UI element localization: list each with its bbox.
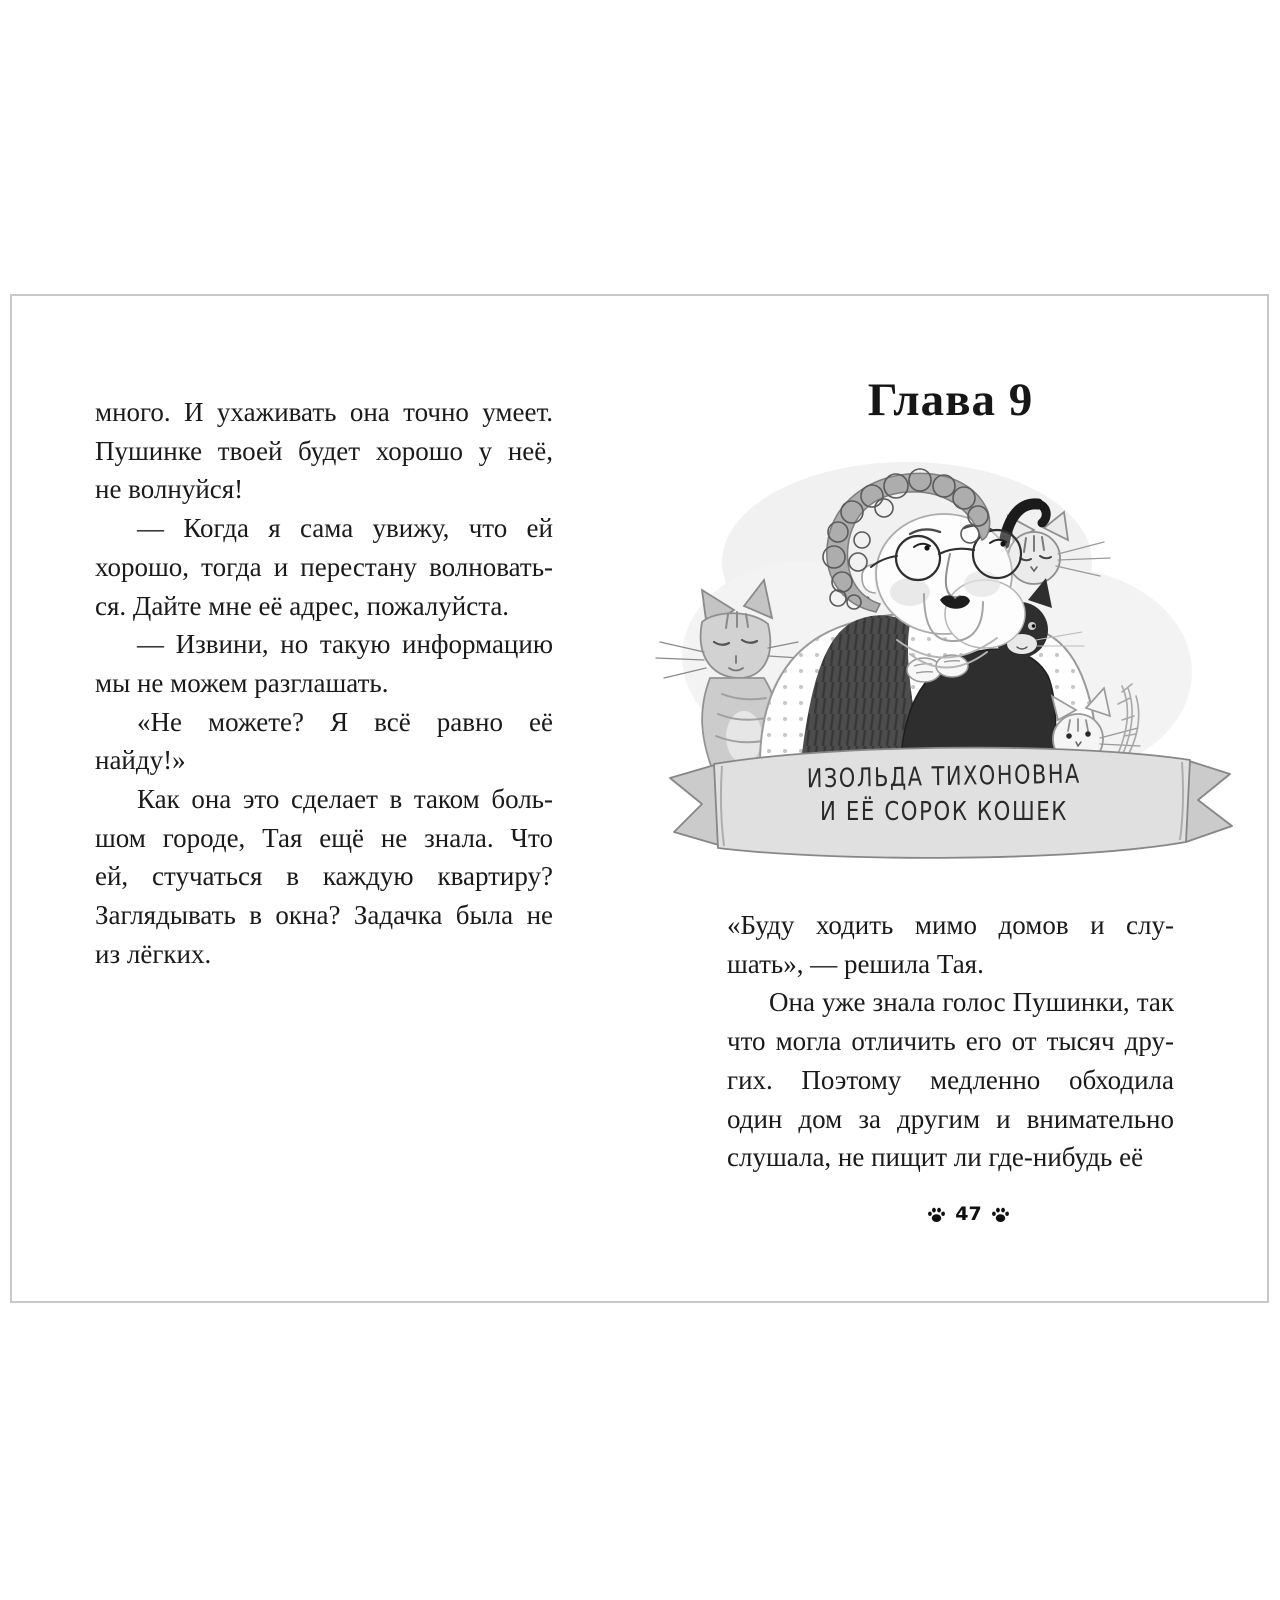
text-line: один дом за другим и внимательно	[727, 1103, 1174, 1134]
page-number	[745, 1203, 1192, 1225]
glasses-left-lens	[896, 536, 940, 580]
text-line: — Извини, но такую информацию	[137, 629, 553, 660]
text-line: гих. Поэтому медленно обходила	[727, 1064, 1174, 1095]
text-line: что могла отличить его от тысяч дру-	[727, 1026, 1174, 1057]
text-line: шать», — решила Тая.	[727, 948, 984, 979]
paragraph	[95, 625, 553, 702]
text-line: Заглядывать в окна? Задачка была не	[95, 900, 553, 931]
text-line: ей, стучаться в каждую квартиру?	[95, 861, 553, 892]
text-line: мы не можем разглашать.	[95, 667, 389, 698]
text-line: много. И ухаживать она точно умеет.	[95, 397, 553, 427]
text-line: Пушинке твоей будет хорошо у неё,	[95, 435, 553, 466]
right-page-text	[727, 906, 1174, 1177]
chapter-illustration	[652, 442, 1236, 870]
ribbon-banner	[670, 748, 1232, 858]
paw-icon	[991, 1206, 1010, 1223]
text-line: найду!»	[95, 745, 186, 776]
text-line: хорошо, тогда и перестану волновать-	[95, 551, 553, 582]
text-line: из лёгких.	[95, 938, 212, 969]
paragraph	[727, 906, 1174, 983]
text-line: — Когда я сама увижу, что ей	[137, 513, 553, 544]
text-line: Она уже знала голос Пушинки, так	[769, 987, 1174, 1018]
paragraph	[95, 703, 553, 780]
page-number-value: 47	[955, 1203, 982, 1225]
chapter-heading: Глава 9	[867, 374, 1034, 426]
left-page-text	[95, 393, 553, 974]
text-line: шом городе, Тая ещё не знала. Что	[95, 822, 553, 853]
text-line: не волнуйся!	[95, 474, 244, 505]
text-line: «Буду ходить мимо домов и слу-	[727, 910, 1174, 940]
paragraph	[95, 393, 553, 509]
text-line: слушала, не пищит ли где-нибудь её	[727, 1142, 1144, 1173]
paragraph	[95, 780, 553, 974]
banner-title-line1: ИЗОЛЬДА ТИХОНОВНА	[806, 758, 1151, 795]
paragraph	[727, 983, 1174, 1177]
paw-icon	[927, 1206, 946, 1223]
text-line: Как она это сделает в таком боль-	[137, 784, 553, 815]
text-line: «Не можете? Я всё равно её	[137, 706, 553, 737]
text-line: ся. Дайте мне её адрес, пожалуйста.	[95, 590, 510, 621]
banner-title-line2: И ЕЁ СОРОК КОШЕК	[820, 797, 1124, 827]
paragraph	[95, 509, 553, 625]
